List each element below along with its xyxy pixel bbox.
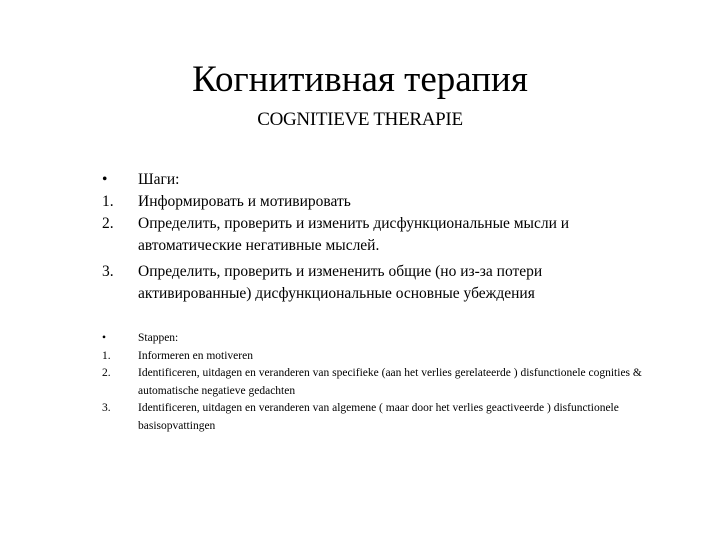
- step-number: 1.: [102, 193, 114, 210]
- bullet-marker: •: [102, 171, 108, 188]
- dutch-step-item: [0, 365, 720, 400]
- russian-list-heading-item: [0, 169, 720, 191]
- dutch-step-item: [0, 400, 720, 435]
- dutch-list-heading: Stappen:: [138, 332, 179, 344]
- step-number: 2.: [102, 367, 111, 379]
- step-number: 1.: [102, 349, 111, 362]
- slide-title: Когнитивная терапия: [192, 59, 528, 100]
- step-text: Identificeren, uitdagen en veranderen van algemene ( maar door het verlies geactiveerde ) disfunctionele basisopvattingen: [138, 402, 619, 432]
- step-text: Информировать и мотивировать: [138, 193, 351, 210]
- step-number: 2.: [102, 215, 114, 232]
- russian-list-heading: Шаги:: [138, 171, 180, 188]
- russian-step-item: [0, 261, 720, 305]
- step-text: Определить, проверить и изменить дисфункциональные мысли и автоматические негативные мыслей.: [138, 215, 570, 254]
- dutch-step-item: [0, 348, 720, 366]
- russian-step-item: [0, 213, 720, 257]
- dutch-list-heading-item: [0, 330, 720, 348]
- russian-steps-list: [0, 169, 720, 305]
- slide-subtitle: COGNITIEVE THERAPIE: [257, 109, 463, 130]
- step-number: 3.: [102, 402, 111, 414]
- dutch-steps-list: [0, 330, 720, 435]
- step-text: Определить, проверить и измененить общие (но из-за потери активированные) дисфункциональные основные убеждения: [138, 263, 543, 302]
- russian-step-item: [0, 191, 720, 213]
- bullet-marker: •: [102, 332, 107, 344]
- step-text: Identificeren, uitdagen en veranderen van specifieke (aan het verlies gerelateerde ) disfunctionele cognities & automatische negatieve gedachten: [138, 367, 642, 397]
- step-number: 3.: [102, 263, 114, 280]
- step-text: Informeren en motiveren: [138, 349, 253, 362]
